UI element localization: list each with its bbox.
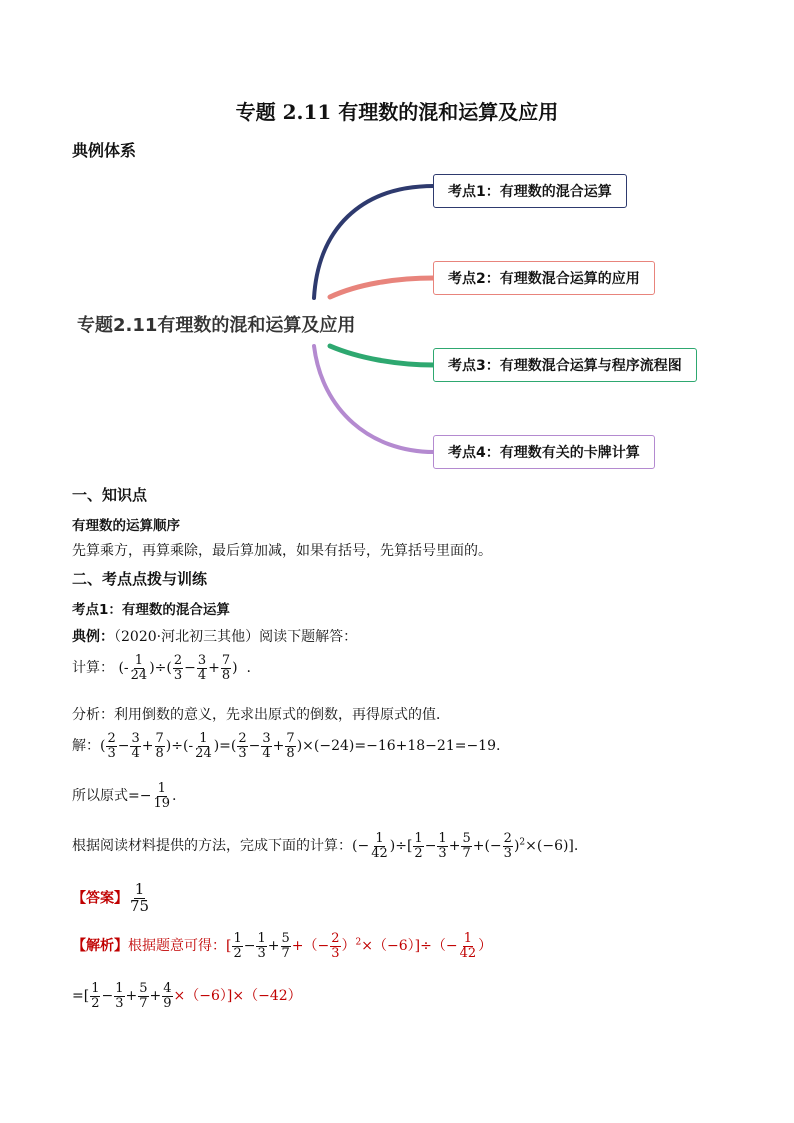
answer-label: 【答案】	[72, 890, 128, 907]
explain-label: 【解析】	[72, 938, 128, 955]
answer-line: 【答案】 $\frac{1}{75}$	[72, 880, 150, 915]
mindmap-node-4-label: 考点4：有理数有关的卡牌计算	[448, 445, 640, 461]
explanation-line-2: =[ $\frac{1}{2}$ − $\frac{1}{3}$ + $\frac{5}{7}$ + $\frac{4}{9}$ ×（−6）]×（−42）	[72, 981, 302, 1011]
section-example-system: 典例体系	[72, 141, 137, 160]
connector-3	[330, 346, 434, 365]
explanation-line: 【解析】根据题意可得：[ $\frac{1}{2}$ − $\frac{1}{3}$ + $\frac{5}{7}$ +（− $\frac{2}{3}$ ）$^2$×（−6）]÷（− $\frac{1}{42}$ ）	[72, 931, 493, 961]
example-label: 典例：	[72, 629, 114, 645]
connector-2	[330, 278, 434, 297]
kp1-heading: 考点1：有理数的混合运算	[72, 602, 230, 618]
mindmap-node-1-label: 考点1：有理数的混合运算	[448, 184, 612, 200]
section-1-heading: 一、知识点	[72, 486, 148, 504]
solution-line: 解：( $\frac{2}{3}$ − $\frac{3}{4}$ + $\frac{7}{8}$ )÷(- $\frac{1}{24}$ )=( $\frac{2}{3}$ − $\frac{3}{4}$ + $\frac{7}{8}$ )×(−24)=−16+18−21=−19.	[72, 731, 501, 761]
section-1-text: 先算乘方，再算乘除，最后算加减，如果有括号，先算括号里面的。	[72, 543, 492, 559]
mindmap-node-1	[433, 174, 627, 208]
task-text: 根据阅读材料提供的方法，完成下面的计算：(−	[72, 838, 370, 855]
mindmap-node-4	[433, 435, 655, 469]
mindmap-center-topic: 专题2.11有理数的混和运算及应用	[77, 315, 356, 336]
solution-tail: ×(−24)=−16+18−21=−19.	[302, 738, 501, 755]
connector-4	[314, 346, 434, 452]
mindmap-node-2	[433, 261, 655, 295]
calc-line: 计算： (- $\frac{1}{24}$ )÷( $\frac{2}{3}$ − $\frac{3}{4}$ + $\frac{7}{8}$ ) .	[72, 653, 251, 683]
task-line: 根据阅读材料提供的方法，完成下面的计算：(− $\frac{1}{42}$ )÷[ $\frac{1}{2}$ − $\frac{1}{3}$ + $\frac{5}{7}$ +(− $\frac{2}{3}$ )$^2$×(−6)].	[72, 831, 579, 861]
example-line	[72, 626, 357, 646]
explain-text: 根据题意可得：[	[128, 938, 232, 955]
calc-label: 计算：	[72, 660, 114, 677]
document-title: 专题 2.11 有理数的混和运算及应用	[235, 100, 559, 124]
fraction: $\frac{1}{24}$	[130, 653, 148, 683]
example-text: （2020·河北初三其他）阅读下题解答：	[114, 629, 358, 645]
mindmap-node-2-label: 考点2：有理数混合运算的应用	[448, 271, 640, 287]
section-2-heading: 二、考点点拨与训练	[72, 570, 208, 588]
result-line: 所以原式=− $\frac{1}{19}$ .	[72, 781, 177, 811]
solution-label: 解：	[72, 738, 100, 755]
section-1-subheading: 有理数的运算顺序	[72, 518, 180, 534]
result-label: 所以原式=−	[72, 788, 152, 805]
mindmap-node-3	[433, 348, 697, 382]
mindmap-node-3-label: 考点3：有理数混合运算与程序流程图	[448, 358, 682, 374]
analysis-line: 分析：利用倒数的意义，先求出原式的倒数，再得原式的值．	[72, 707, 450, 723]
